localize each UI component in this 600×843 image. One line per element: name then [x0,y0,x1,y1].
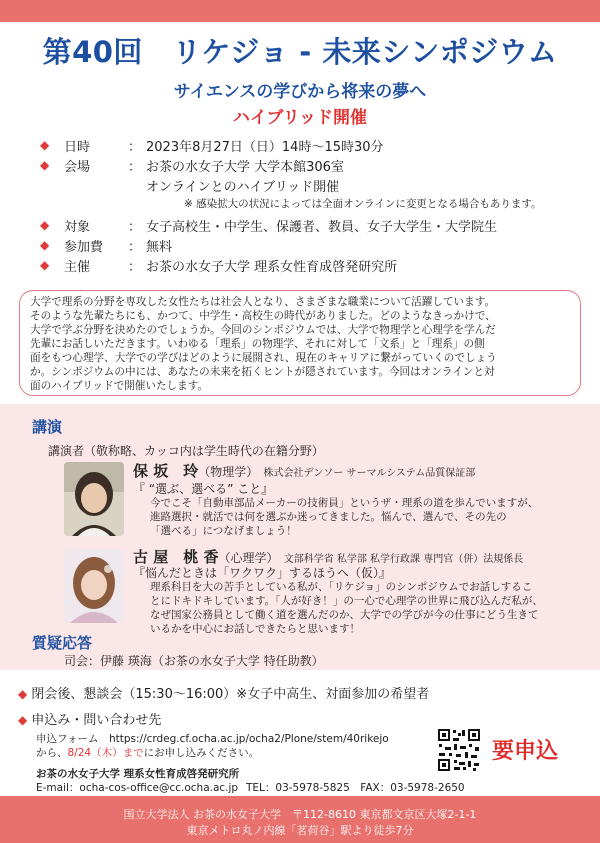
speaker-text-line: 理系科目を大の苦手としている私が、「リケジョ」のシンポジウムでお話しするこ [150,581,533,593]
speaker-text-line: 「選べる」につなげましょう！ [150,525,297,537]
page-title: 第40回 リケジョ - 未来シンポジウム [42,35,558,69]
speaker-text-line: なぜ国家公務員として働く道を選んだのか、大学での学びが今の仕事にどう生きて [150,609,539,621]
diamond-bullet-icon: ◆ [40,238,50,252]
venue-note: ※ 感染拡大の状況によっては全面オンラインに変更となる場合もあります。 [184,198,542,210]
contact-email[interactable]: E-mail：ocha-cos-office@cc.ocha.ac.jp [36,782,239,794]
speaker-affiliation: 文部科学省 私学部 私学行政課 専門官（併）法規係長 [283,554,524,565]
page-subtitle: サイエンスの学びから将来の夢へ [173,82,427,102]
description-line: か。シンポジウムの中には、あなたの未来を拓くヒントが隠されています。今回はオンラインと対 [30,366,495,378]
venue-label: 会場 [64,160,91,175]
speaker-photo-hosaka [64,462,124,536]
deadline-suffix: にお申し込みください。 [143,747,260,759]
description-box [19,290,581,396]
top-color-band [0,0,600,22]
description-line: 面のハイブリッドで開催いたします。 [30,380,209,392]
diamond-bullet-icon: ◆ [40,158,50,172]
contact-tel-fax: TEL：03-5978-5825 FAX：03-5978-2650 [246,782,465,794]
speaker-text-line: とにドキドキしています。「人が好き！」の一心で心理学の世界に飛び込んだ私が、 [150,595,543,607]
description-line: 先輩にお話しいただきます。いわゆる「理系」の物理学、それに対して「文系」と「理系」の側 [30,338,485,350]
colon: ： [128,240,142,255]
qr-code-icon[interactable] [437,728,481,772]
speaker-field: （物理学） [198,465,259,479]
speaker-name: 古 屋 桃 香 [133,548,219,566]
speaker-text-hosaka [150,496,538,538]
fee-value: 無料 [146,240,173,255]
description-line: 面をもつ心理学、大学での学びはどのように展開され、現在のキャリアに繋がっていくのでしょう [30,352,497,364]
diamond-bullet-icon: ◆ [18,713,28,727]
deadline-date: 8/24（木）まで [67,747,144,759]
speaker-photo-furuya [64,549,124,623]
application-form-link[interactable]: 申込フォーム https://crdeg.cf.ocha.ac.jp/ocha2/Plone/stem/40rikejo [36,733,389,745]
contact-organization: お茶の水女子大学 理系女性育成啓発研究所 [36,768,240,780]
speaker-field: （心理学） [218,551,279,565]
after-event [18,683,429,702]
venue-value: お茶の水女子大学 大学本館306室 [146,160,344,175]
venue-value-hybrid: オンラインとのハイブリッド開催 [146,180,340,195]
lecture-heading: 講演 [32,418,63,436]
speaker-topic-furuya: 『悩んだときは「ワクワク」するほうへ（仮）』 [133,566,392,580]
date-value: 2023年8月27日（日）14時～15時30分 [146,140,384,155]
footer-access: 東京メトロ丸ノ内線「茗荷谷」駅より徒歩7分 [186,824,414,837]
speaker-text-furuya [150,580,543,636]
colon: ： [128,220,142,235]
deadline-line [36,746,389,760]
qa-heading: 質疑応答 [32,634,93,652]
hybrid-label: ハイブリッド開催 [232,108,368,128]
speaker-name-hosaka [133,460,475,481]
apply-info [36,732,389,760]
deadline-prefix: から、 [36,747,68,759]
contact-heading-text: 申込み・問い合わせ先 [31,713,162,728]
moderator: 司会：伊藤 瑛海（お茶の水女子大学 特任助教） [64,654,324,668]
diamond-bullet-icon: ◆ [40,218,50,232]
colon: ： [128,140,142,155]
speaker-topic-hosaka: 『 “選ぶ、選べる” こと』 [133,482,274,496]
diamond-bullet-icon: ◆ [18,687,28,701]
fee-label: 参加費 [64,240,104,255]
speaker-text-line: いるかを中心にお話しできたらと思います！ [150,623,360,635]
description-line: 大学で理系の分野を専攻した女性たちは社会人となり、さまざまな職業について活躍しています。 [30,296,496,308]
target-value: 女子高校生・中学生、保護者、教員、女子大学生・大学院生 [146,220,498,235]
host-value: お茶の水女子大学 理系女性育成啓発研究所 [146,260,398,275]
target-label: 対象 [64,220,91,235]
diamond-bullet-icon: ◆ [40,258,50,272]
date-label: 日時 [64,140,91,155]
host-label: 主催 [64,260,91,275]
contact-details [36,780,465,795]
speaker-affiliation: 株式会社デンソー サーマルシステム品質保証部 [263,468,476,479]
speaker-text-line: 進路選択・就活では何を選ぶか迷ってきました。悩んで、選んで、その先の [150,511,507,523]
application-required-badge: 要申込 [492,739,559,764]
lecture-intro: 講演者（敬称略、カッコ内は学生時代の在籍分野） [48,444,324,458]
colon: ： [128,260,142,275]
diamond-bullet-icon: ◆ [40,138,50,152]
description-line: そのような先輩たちにも、かつて、中学生・高校生の時代がありました。どのようなきっかけで、 [30,310,496,322]
description-line: 大学で学ぶ分野を決めたのでしょうか。今回のシンポジウムでは、大学で物理学と心理学を学んだ [30,324,496,336]
footer-address: 国立大学法人 お茶の水女子大学 〒112-8610 東京都文京区大塚2-1-1 [123,808,477,821]
contact-heading [18,709,161,728]
colon: ： [128,160,142,175]
speaker-name: 保 坂 玲 [133,462,199,480]
after-event-text: 閉会後、懇談会（15:30～16:00）※女子中高生、対面参加の希望者 [31,687,430,702]
speaker-text-line: 今でこそ「自動車部品メーカーの技術員」というザ・理系の道を歩んでいますが、 [150,497,539,509]
